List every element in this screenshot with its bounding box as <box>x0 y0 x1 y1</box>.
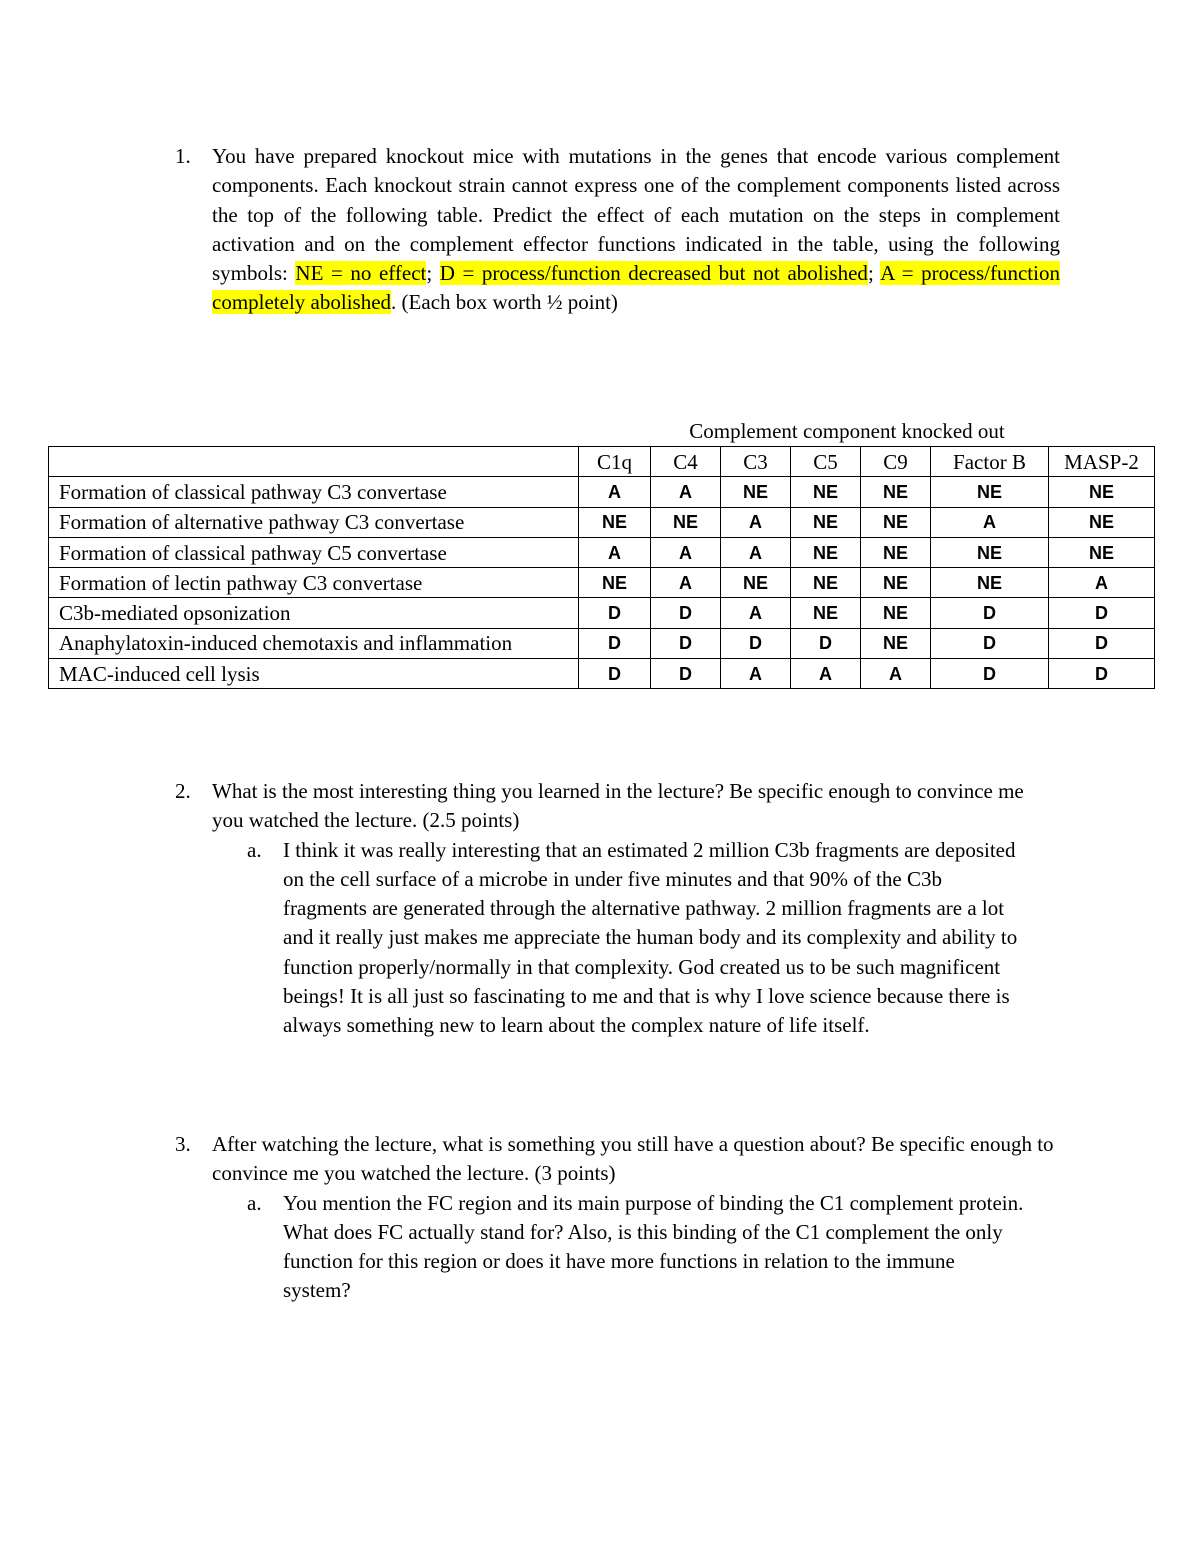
effect-cell: NE <box>791 568 861 598</box>
effect-cell: D <box>1049 598 1155 628</box>
effect-cell: NE <box>791 507 861 537</box>
effect-cell: NE <box>579 568 651 598</box>
table-row <box>49 537 1155 567</box>
answer-label: a. <box>247 837 262 862</box>
effect-cell: A <box>861 659 931 689</box>
legend-d: D = process/function decreased but not abolished <box>439 261 868 286</box>
legend-a: A = process/function completely abolished <box>212 261 1060 315</box>
effect-cell: A <box>1049 568 1155 598</box>
effect-cell: NE <box>1049 477 1155 507</box>
row-label: Formation of lectin pathway C3 convertase <box>49 568 579 598</box>
column-header: MASP-2 <box>1049 447 1155 477</box>
effect-cell: A <box>931 507 1049 537</box>
effect-cell: NE <box>1049 537 1155 567</box>
row-label: Anaphylatoxin-induced chemotaxis and inflammation <box>49 628 579 658</box>
effect-cell: D <box>791 628 861 658</box>
column-header: C9 <box>861 447 931 477</box>
effect-cell: D <box>579 659 651 689</box>
row-label: MAC-induced cell lysis <box>49 659 579 689</box>
effect-cell: D <box>579 628 651 658</box>
effect-cell: D <box>931 628 1049 658</box>
row-label: Formation of classical pathway C5 convertase <box>49 537 579 567</box>
table-row <box>49 598 1155 628</box>
effect-cell: NE <box>861 628 931 658</box>
column-header: Factor B <box>931 447 1049 477</box>
effect-cell: D <box>931 598 1049 628</box>
effect-cell: D <box>1049 628 1155 658</box>
answer-text: You mention the FC region and its main purpose of binding the C1 complement protein. What does FC actually stand for? Also, is this binding of the C1 complement the only function for this region or does it have more functions in relation to the immune system? <box>283 1190 1024 1303</box>
row-label: C3b-mediated opsonization <box>49 598 579 628</box>
question-number: 2. <box>175 779 191 803</box>
column-header: C5 <box>791 447 861 477</box>
effect-cell: NE <box>861 598 931 628</box>
effect-cell: NE <box>861 537 931 567</box>
knockout-table <box>48 446 1155 689</box>
effect-cell: NE <box>861 568 931 598</box>
table-row <box>49 477 1155 507</box>
effect-cell: A <box>721 507 791 537</box>
table-header-row <box>49 447 1155 477</box>
question-text: After watching the lecture, what is something you still have a question about? Be specific enough to convince me you watched the lecture. (3 points) <box>212 1132 1054 1186</box>
effect-cell: NE <box>931 477 1049 507</box>
column-header: C4 <box>651 447 721 477</box>
effect-cell: A <box>721 598 791 628</box>
table-row <box>49 628 1155 658</box>
question-intro: You have prepared knockout mice with mutations in the genes that encode various complement components. Each knockout strain cannot express one of the complement components listed across the top of the following table. Predict the effect of each mutation on the steps in complement activation and on the complement effector functions indicated in the table, using the following symbols: <box>212 144 1060 286</box>
effect-cell: NE <box>579 507 651 537</box>
effect-cell: NE <box>861 477 931 507</box>
table-row <box>49 659 1155 689</box>
question-points: . (Each box worth ½ point) <box>391 290 618 315</box>
effect-cell: A <box>651 537 721 567</box>
row-label: Formation of alternative pathway C3 convertase <box>49 507 579 537</box>
row-label: Formation of classical pathway C3 convertase <box>49 477 579 507</box>
effect-cell: D <box>721 628 791 658</box>
effect-cell: D <box>579 598 651 628</box>
effect-cell: A <box>791 659 861 689</box>
effect-cell: NE <box>791 477 861 507</box>
effect-cell: NE <box>1049 507 1155 537</box>
header-empty-cell <box>49 447 579 477</box>
table-row <box>49 568 1155 598</box>
effect-cell: A <box>651 568 721 598</box>
question-number: 3. <box>175 1132 191 1156</box>
effect-cell: A <box>579 477 651 507</box>
question-number: 1. <box>175 144 191 168</box>
table-row <box>49 507 1155 537</box>
column-header: C1q <box>579 447 651 477</box>
answer-text: I think it was really interesting that an estimated 2 million C3b fragments are deposited on the cell surface of a microbe in under five minutes and that 90% of the C3b fragments are generated through the alternative pathway. 2 million fragments are a lot and it really just makes me appreciate the human body and its complexity and ability to function properly/normally in that complexity. God created us to be such magnificent beings! It is all just so fascinating to me and that is why I love science because there is always something new to learn about the complex nature of life itself. <box>283 837 1018 1038</box>
legend-separator: ; <box>867 261 881 286</box>
effect-cell: NE <box>791 537 861 567</box>
effect-cell: D <box>1049 659 1155 689</box>
effect-cell: NE <box>791 598 861 628</box>
effect-cell: NE <box>931 568 1049 598</box>
effect-cell: NE <box>931 537 1049 567</box>
effect-cell: NE <box>861 507 931 537</box>
effect-cell: A <box>721 537 791 567</box>
legend-ne: NE = no effect <box>295 261 427 286</box>
table-caption: Complement component knocked out <box>689 419 1005 443</box>
effect-cell: D <box>651 628 721 658</box>
question-text <box>212 142 1060 318</box>
effect-cell: A <box>579 537 651 567</box>
question-text: What is the most interesting thing you learned in the lecture? Be specific enough to convince me you watched the lecture. (2.5 points) <box>212 779 1024 833</box>
answer-label: a. <box>247 1190 262 1215</box>
effect-cell: NE <box>721 477 791 507</box>
effect-cell: D <box>651 598 721 628</box>
effect-cell: D <box>651 659 721 689</box>
column-header: C3 <box>721 447 791 477</box>
effect-cell: D <box>931 659 1049 689</box>
effect-cell: A <box>721 659 791 689</box>
effect-cell: A <box>651 477 721 507</box>
effect-cell: NE <box>721 568 791 598</box>
legend-separator: ; <box>426 261 440 286</box>
effect-cell: NE <box>651 507 721 537</box>
